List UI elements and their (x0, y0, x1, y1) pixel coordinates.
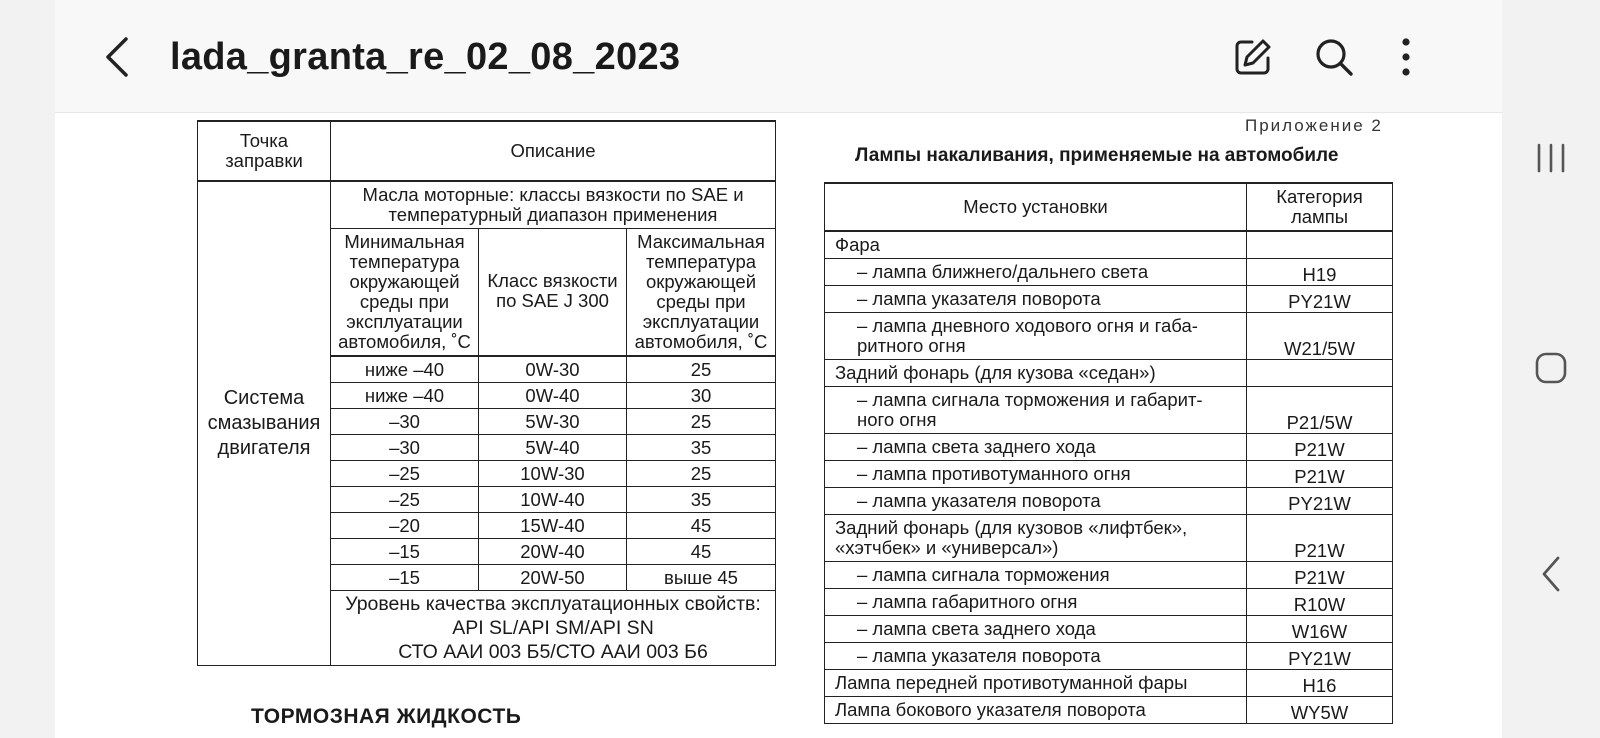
oil-row-max: 35 (627, 435, 776, 461)
lamp-row-place: Лампа бокового указателя поворота (825, 697, 1247, 724)
system-back-button[interactable] (1526, 549, 1576, 599)
oil-row-max: 25 (627, 461, 776, 487)
document-title: lada_granta_re_02_08_2023 (170, 36, 681, 78)
lamp-row-category: H19 (1247, 259, 1393, 286)
oil-row-min: –30 (331, 409, 479, 435)
lamp-row-place: – лампа указателя поворота (825, 643, 1247, 670)
quality-level-cell (331, 591, 776, 666)
header-refill-point: Точка заправки (198, 121, 331, 181)
lamp-row-category: P21W (1247, 515, 1393, 562)
oil-row-class: 0W-30 (479, 356, 627, 383)
lamp-row-place: Лампа передней противотуманной фары (825, 670, 1247, 697)
lamp-row-place: – лампа габаритного огня (825, 589, 1247, 616)
oil-row-max: выше 45 (627, 565, 776, 591)
oil-row-max: 25 (627, 409, 776, 435)
more-vertical-icon (1396, 36, 1416, 78)
lamp-row-place: – лампа указателя поворота (825, 488, 1247, 515)
system-navigation-bar (1502, 0, 1600, 738)
lamp-row-category: PY21W (1247, 643, 1393, 670)
lamp-row-category (1247, 231, 1393, 259)
lamp-row-place: – лампа света заднего хода (825, 616, 1247, 643)
lubrication-system-cell: Система смазывания двигателя (198, 181, 331, 666)
oil-subheader: Масла моторные: классы вязкости по SAE и температурный диапазон применения (331, 181, 776, 229)
lamp-row-category: P21/5W (1247, 387, 1393, 434)
search-icon (1313, 36, 1355, 78)
lamp-row-place (825, 387, 1247, 434)
lamp-row-place: – лампа ближнего/дальнего света (825, 259, 1247, 286)
lamp-row-category: PY21W (1247, 286, 1393, 313)
oil-row-class: 5W-30 (479, 409, 627, 435)
oil-row-min: –30 (331, 435, 479, 461)
col-max-temp: Максимальная температура окружающей среды при эксплуатации автомобиля, ˚C (627, 229, 776, 357)
oil-row-min: ниже –40 (331, 356, 479, 383)
lamp-row-place: – лампа указателя поворота (825, 286, 1247, 313)
lamp-row-place-line1: Задний фонарь (для кузовов «лифтбек», (835, 517, 1188, 538)
lamps-heading: Лампы накаливания, применяемые на автомобиле (855, 145, 1339, 166)
back-button[interactable] (95, 32, 139, 82)
lamp-row-category: PY21W (1247, 488, 1393, 515)
document-viewer (55, 0, 1502, 738)
oil-row-min: ниже –40 (331, 383, 479, 409)
edit-button[interactable] (1230, 34, 1276, 80)
oil-row-class: 15W-40 (479, 513, 627, 539)
oil-row-max: 45 (627, 539, 776, 565)
back-icon (104, 36, 130, 78)
search-button[interactable] (1311, 34, 1357, 80)
engine-oil-table (197, 120, 776, 666)
home-icon (1534, 351, 1568, 385)
oil-row-min: –25 (331, 461, 479, 487)
lamp-row-place: Фара (825, 231, 1247, 259)
lamp-row-place-line2: ритного огня (857, 335, 966, 356)
lamp-row-category: P21W (1247, 461, 1393, 488)
oil-row-class: 20W-50 (479, 565, 627, 591)
brake-fluid-heading: ТОРМОЗНАЯ ЖИДКОСТЬ (251, 705, 522, 728)
lamp-row-place: Задний фонарь (для кузова «седан») (825, 360, 1247, 387)
home-button[interactable] (1526, 343, 1576, 393)
oil-row-max: 25 (627, 356, 776, 383)
lamp-row-place: – лампа света заднего хода (825, 434, 1247, 461)
lamp-row-place (825, 515, 1247, 562)
lamp-row-place-line1: – лампа сигнала торможения и габарит- (857, 389, 1203, 410)
lamps-table (824, 182, 1393, 724)
chevron-left-icon (1540, 555, 1562, 593)
oil-row-class: 10W-30 (479, 461, 627, 487)
quality-line-2: API SL/API SM/API SN (452, 617, 654, 639)
oil-row-min: –20 (331, 513, 479, 539)
oil-row-min: –15 (331, 565, 479, 591)
col-install-place: Место установки (825, 183, 1247, 231)
recent-apps-button[interactable] (1526, 133, 1576, 183)
more-options-button[interactable] (1383, 34, 1429, 80)
document-page (55, 113, 1502, 738)
recent-apps-icon (1534, 141, 1568, 175)
oil-row-max: 30 (627, 383, 776, 409)
lamp-row-place: – лампа противотуманного огня (825, 461, 1247, 488)
lamp-row-place-line2: ного огня (857, 409, 937, 430)
oil-row-min: –15 (331, 539, 479, 565)
lamp-row-category: R10W (1247, 589, 1393, 616)
oil-row-class: 0W-40 (479, 383, 627, 409)
col-viscosity-class: Класс вязкости по SAE J 300 (479, 229, 627, 357)
lamp-row-category: P21W (1247, 562, 1393, 589)
edit-icon (1232, 36, 1274, 78)
lamp-row-category: P21W (1247, 434, 1393, 461)
lamp-row-category: W16W (1247, 616, 1393, 643)
quality-line-3: СТО ААИ 003 Б5/СТО ААИ 003 Б6 (398, 641, 708, 663)
col-min-temp: Минимальная температура окружающей среды при эксплуатации автомобиля, ˚C (331, 229, 479, 357)
lamp-row-category: WY5W (1247, 697, 1393, 724)
header-description: Описание (331, 121, 776, 181)
oil-row-class: 10W-40 (479, 487, 627, 513)
lamp-row-place: – лампа сигнала торможения (825, 562, 1247, 589)
oil-row-min: –25 (331, 487, 479, 513)
lamp-row-place (825, 313, 1247, 360)
top-app-bar (55, 0, 1502, 113)
lamp-row-category: W21/5W (1247, 313, 1393, 360)
lamp-row-place-line2: «хэтчбек» и «универсал») (835, 537, 1059, 558)
oil-row-class: 5W-40 (479, 435, 627, 461)
oil-row-max: 45 (627, 513, 776, 539)
oil-row-class: 20W-40 (479, 539, 627, 565)
lamp-row-place-line1: – лампа дневного ходового огня и габа- (857, 315, 1198, 336)
lamp-row-category (1247, 360, 1393, 387)
quality-line-1: Уровень качества эксплуатационных свойств: (345, 593, 761, 615)
lamp-row-category: H16 (1247, 670, 1393, 697)
appendix-label: Приложение 2 (1245, 116, 1383, 135)
col-lamp-category: Категория лампы (1247, 183, 1393, 231)
oil-row-max: 35 (627, 487, 776, 513)
